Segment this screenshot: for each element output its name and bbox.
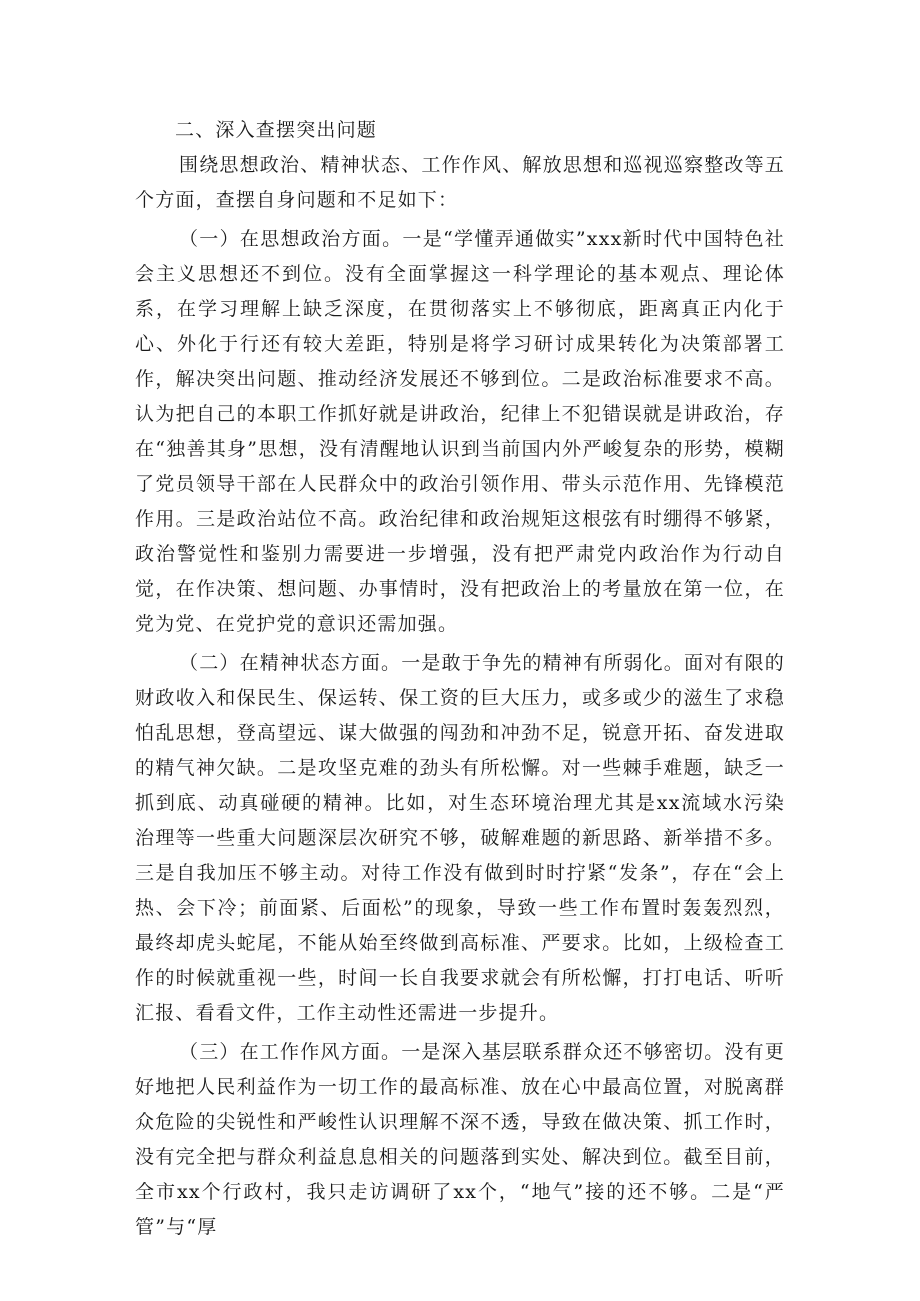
work-style-paragraph: （三）在工作作风方面。一是深入基层联系群众还不够密切。没有更好地把人民利益作为一切工作的最高标准、放在心中最高位置，对脱离群众危险的尖锐性和严峻性认识理解不深不透，导致在做决策、抓工作时，没有完全把与群众利益息息相关的问题落到实处、解决到位。截至目前，全市xx个行政村，我只走访调研了xx个，“地气”接的还不够。二是“严管”与“厚 [135,1041,786,1238]
document-body [135,113,785,1249]
intro-paragraph: 围绕思想政治、精神状态、工作作风、解放思想和巡视巡察整改等五个方面，查摆自身问题和不足如下： [135,154,786,211]
section-heading: 二、深入查摆突出问题 [175,119,378,141]
mental-state-paragraph: （二）在精神状态方面。一是敢于争先的精神有所弱化。面对有限的财政收入和保民生、保运转、保工资的巨大压力，或多或少的滋生了求稳怕乱思想，登高望远、谋大做强的闯劲和冲劲不足，锐意开拓、奋发进取的精气神欠缺。二是攻坚克难的劲头有所松懈。对一些棘手难题，缺乏一抓到底、动真碰硬的精神。比如，对生态环境治理尤其是xx流域水污染治理等一些重大问题深层次研究不够，破解难题的新思路、新举措不多。三是自我加压不够主动。对待工作没有做到时时拧紧“发条”，存在“会上热、会下冷；前面紧、后面松”的现象，导致一些工作布置时轰轰烈烈，最终却虎头蛇尾，不能从始至终做到高标准、严要求。比如，上级检查工作的时候就重视一些，时间一长自我要求就会有所松懈，打打电话、听听汇报、看看文件，工作主动性还需进一步提升。 [135,652,786,1024]
political-thought-paragraph: （一）在思想政治方面。一是“学懂弄通做实”xxx新时代中国特色社会主义思想还不到位。没有全面掌握这一科学理论的基本观点、理论体系，在学习理解上缺乏深度，在贯彻落实上不够彻底，距离真正内化于心、外化于行还有较大差距，特别是将学习研讨成果转化为决策部署工作，解决突出问题、推动经济发展还不够到位。二是政治标准要求不高。认为把自己的本职工作抓好就是讲政治，纪律上不犯错误就是讲政治，存在“独善其身”思想，没有清醒地认识到当前国内外严峻复杂的形势，模糊了党员领导干部在人民群众中的政治引领作用、带头示范作用、先锋模范作用。三是政治站位不高。政治纪律和政治规矩这根弦有时绷得不够紧，政治警觉性和鉴别力需要进一步增强，没有把严肃党内政治作为行动自觉，在作决策、想问题、办事情时，没有把政治上的考量放在第一位，在党为党、在党护党的意识还需加强。 [135,228,785,635]
